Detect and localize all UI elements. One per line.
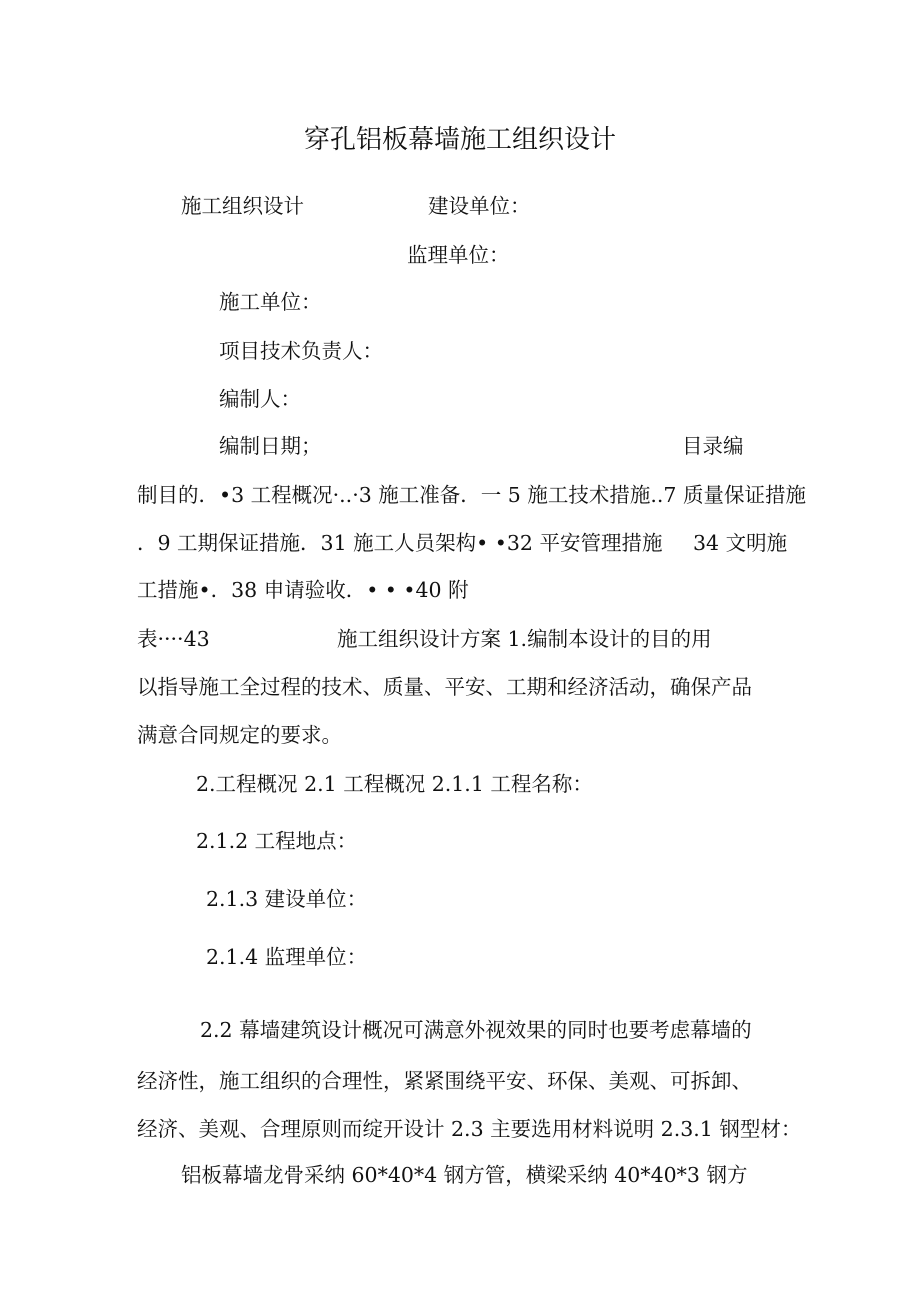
toc-line-3: 工措施•．38 申请验收．• • •40 附: [137, 578, 469, 602]
paragraph-2-2-line-2: 经济性，施工组织的合理性，紧紧围绕平安、环保、美观、可拆卸、: [137, 1069, 752, 1093]
cover-label: 施工组织设计: [181, 194, 304, 218]
section-2-1-3: 2.1.3 建设单位：: [206, 887, 368, 911]
paragraph-2-2-line-4: 铝板幕墙龙骨采纳 60*40*4 钢方管，横梁采纳 40*40*3 钢方: [181, 1163, 748, 1187]
section-2-1-2: 2.1.2 工程地点：: [196, 829, 358, 853]
toc-heading: 目录编: [682, 434, 744, 458]
document-title: 穿孔铝板幕墙施工组织设计: [303, 125, 616, 155]
contractor-unit-label: 施工单位：: [219, 290, 322, 314]
section-2-heading: 2.工程概况 2.1 工程概况 2.1.1 工程名称：: [196, 772, 593, 796]
tech-lead-label: 项目技术负责人：: [219, 339, 383, 363]
paragraph-2-2-line-3: 经济、美观、合理原则而绽开设计 2.3 主要选用材料说明 2.3.1 钢型材：: [137, 1117, 802, 1141]
supervision-unit-label: 监理单位：: [407, 243, 510, 267]
toc-line-2: ．9 工期保证措施．31 施工人员架构• •32 平安管理措施: [137, 531, 663, 555]
body-line-2: 满意合同规定的要求。: [137, 723, 342, 747]
toc-line-2-tail: 34 文明施: [693, 531, 788, 555]
construction-unit-label: 建设单位：: [428, 194, 531, 218]
toc-line-4-tail: 施工组织设计方案 1.编制本设计的目的用: [337, 627, 712, 651]
compiler-label: 编制人：: [219, 387, 301, 411]
toc-line-4-head: 表····43: [137, 627, 210, 651]
compile-date-label: 编制日期；: [219, 434, 322, 458]
section-2-1-4: 2.1.4 监理单位：: [206, 945, 368, 969]
toc-line-1: 制目的．•3 工程概况·..·3 施工准备．一 5 施工技术措施..7 质量保证措施: [137, 483, 806, 507]
body-line-1: 以指导施工全过程的技术、质量、平安、工期和经济活动，确保产品: [137, 675, 752, 699]
paragraph-2-2-line-1: 2.2 幕墙建筑设计概况可满意外视效果的同时也要考虑幕墙的: [200, 1018, 752, 1042]
